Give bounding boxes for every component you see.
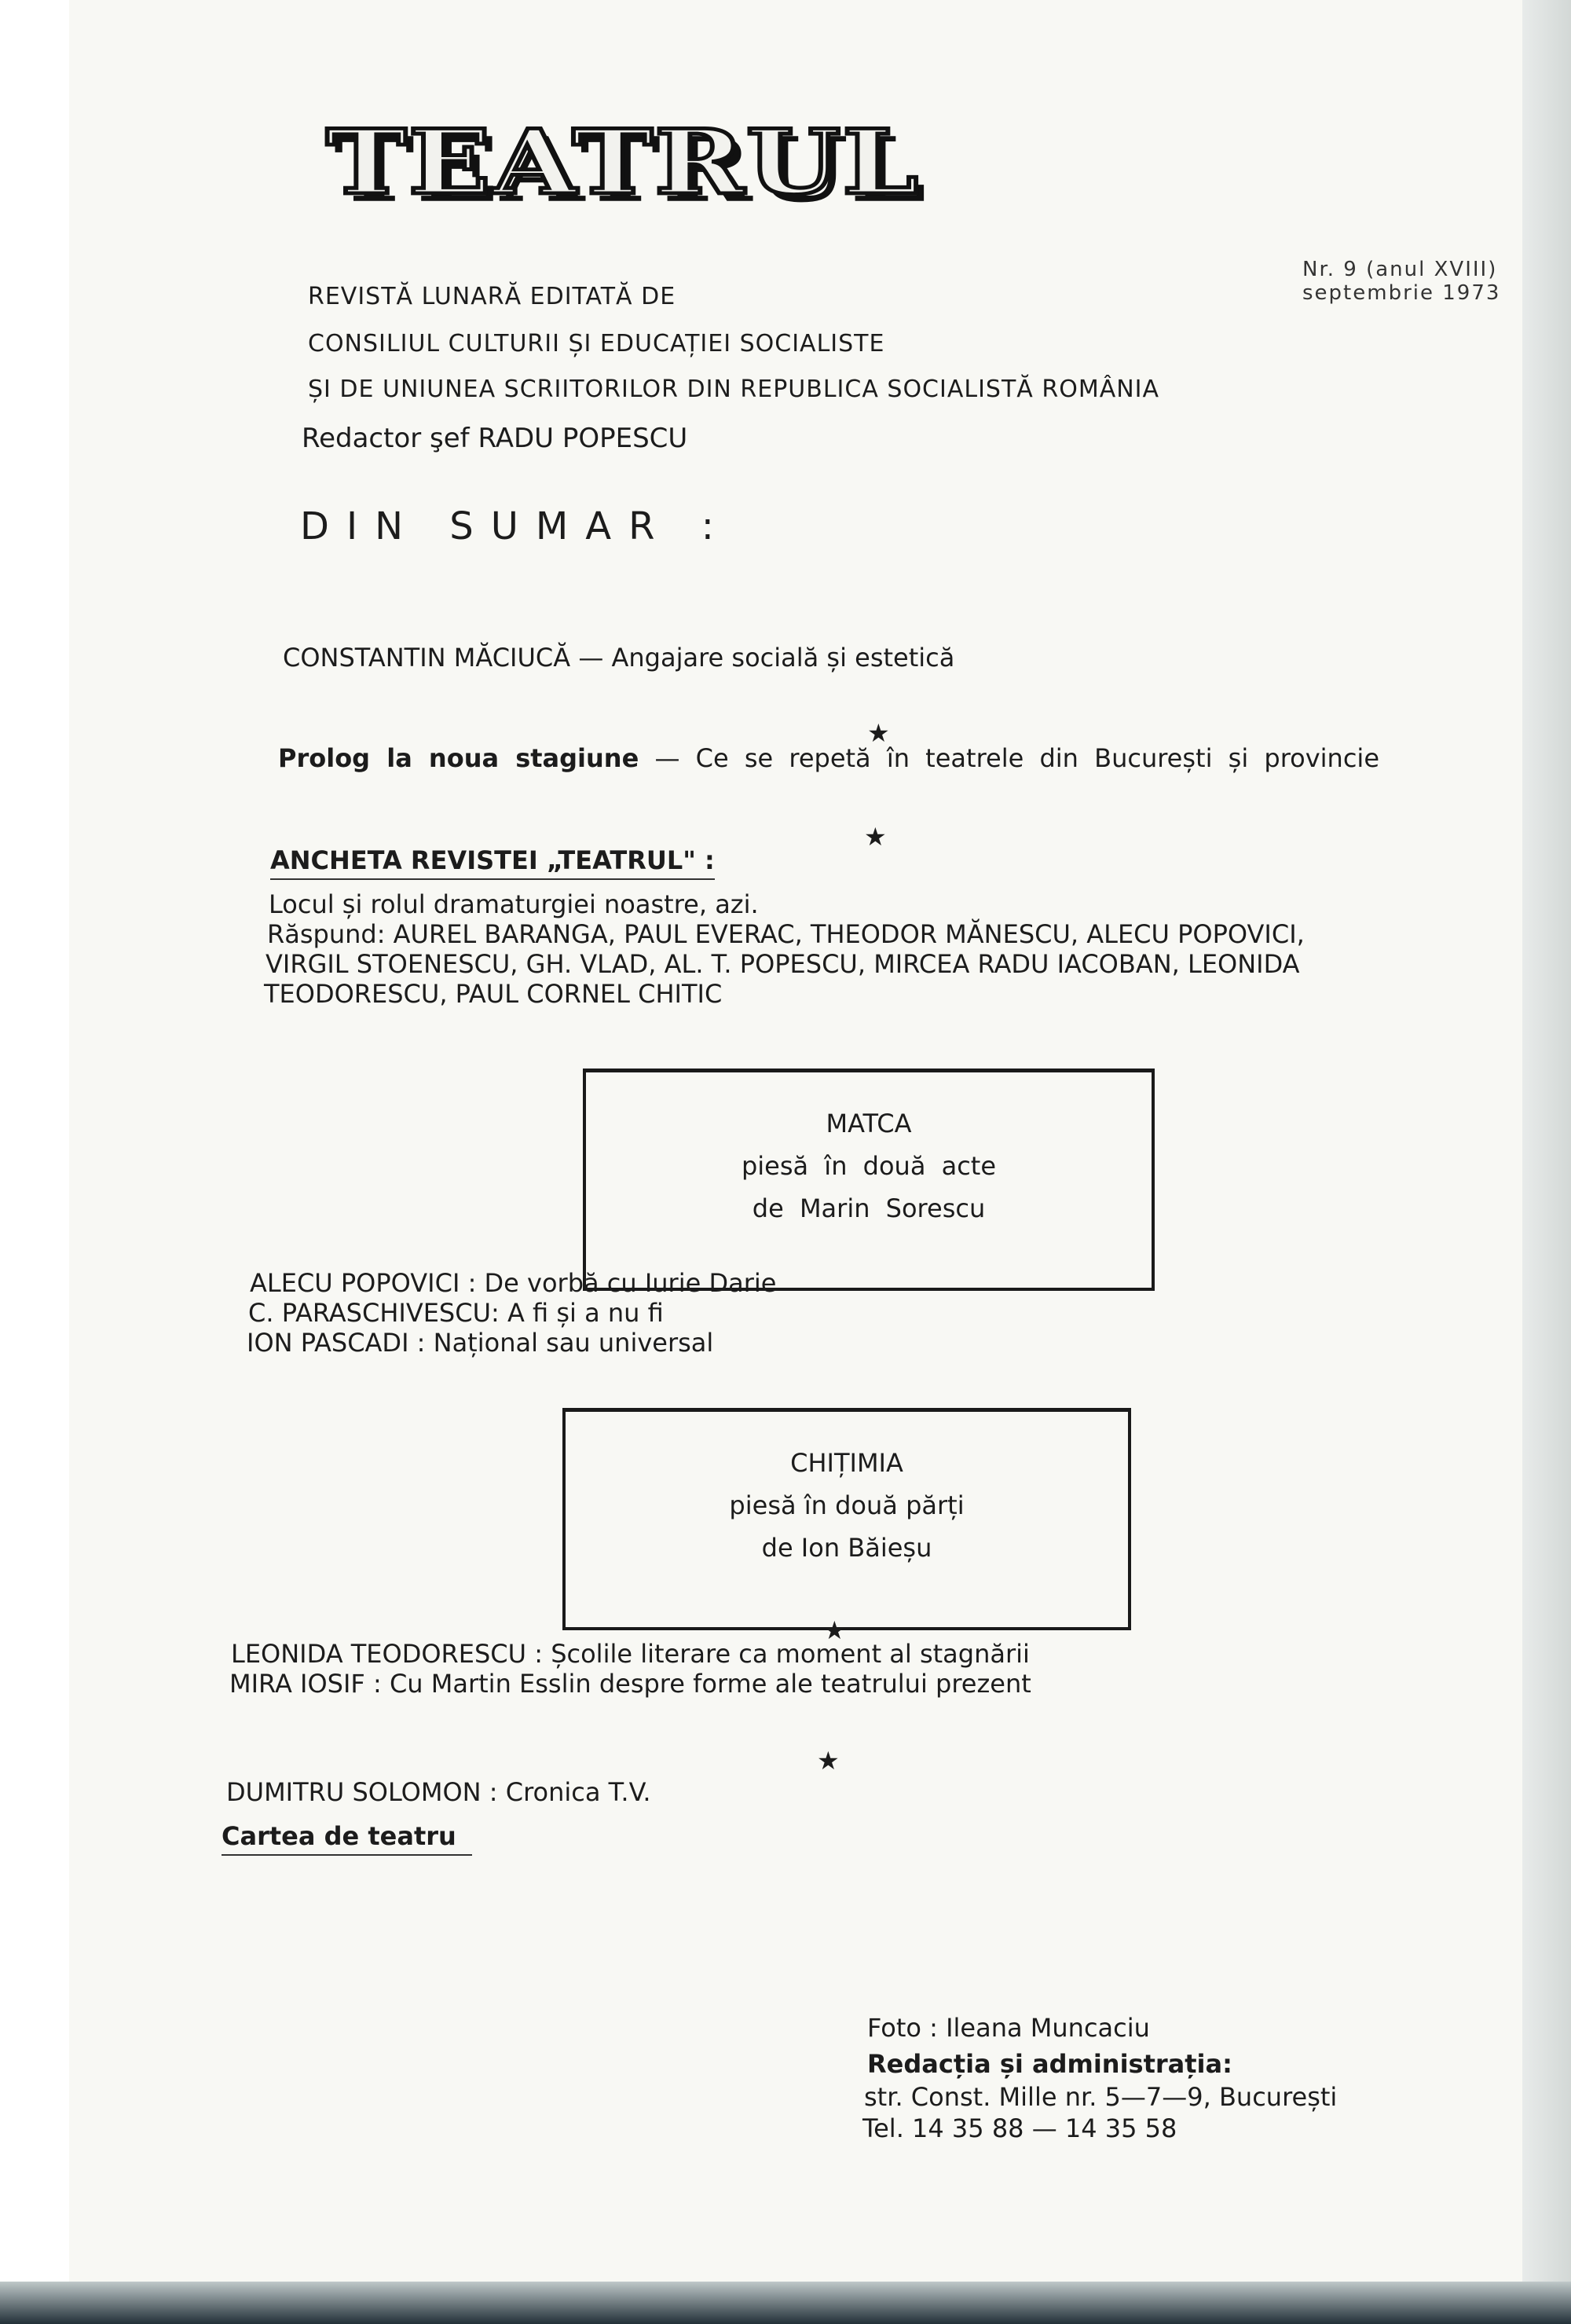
ancheta-heading: ANCHETA REVISTEI „TEATRUL" : xyxy=(270,845,715,880)
article-1-author: CONSTANTIN MĂCIUCĂ xyxy=(283,643,571,673)
prolog-description: — Ce se repetă în teatrele din București și provincie xyxy=(654,743,1379,773)
magazine-logo: TEATRUL xyxy=(326,109,921,214)
photo-credit: Foto : Ileana Muncaciu xyxy=(867,2013,1150,2043)
subtitle-line-3: ȘI DE UNIUNEA SCRIITORILOR DIN REPUBLICA SOCIALISTĂ ROMÂNIA xyxy=(308,376,1160,403)
article-1 xyxy=(283,643,954,673)
issue-number: Nr. 9 (anul XVIII) xyxy=(1302,258,1498,281)
mid-line-2: C. PARASCHIVESCU: A fi și a nu fi xyxy=(248,1298,664,1328)
article-1-title: — Angajare socială și estetică xyxy=(578,643,955,673)
play-box-matca xyxy=(583,1069,1155,1291)
issue-date: septembrie 1973 xyxy=(1302,281,1501,305)
play-2-author: de Ion Băieșu xyxy=(761,1533,932,1563)
cartea-de-teatru: Cartea de teatru xyxy=(222,1821,472,1856)
prolog-line xyxy=(278,743,1379,773)
ancheta-line-2: Răspund: AUREL BARANGA, PAUL EVERAC, THEODOR MĂNESCU, ALECU POPOVICI, xyxy=(267,919,1305,949)
late-line-2: MIRA IOSIF : Cu Martin Esslin despre forme ale teatrului prezent xyxy=(229,1669,1031,1699)
star-separator-4: ★ xyxy=(817,1746,840,1776)
play-1-subtitle: piesă în două acte xyxy=(741,1151,997,1181)
play-2-title: CHIȚIMIA xyxy=(790,1448,903,1478)
editorial-phone: Tel. 14 35 88 — 14 35 58 xyxy=(862,2113,1177,2143)
mid-line-3: ION PASCADI : Național sau universal xyxy=(247,1328,714,1358)
star-separator-2: ★ xyxy=(864,822,887,852)
play-1-title: MATCA xyxy=(826,1109,912,1138)
scan-edge-right xyxy=(1522,0,1571,2324)
play-box-chitimia xyxy=(562,1408,1131,1630)
subtitle-line-1: REVISTĂ LUNARĂ EDITATĂ DE xyxy=(308,283,676,310)
play-1-author: de Marin Sorescu xyxy=(752,1193,986,1223)
ancheta-line-1: Locul și rolul dramaturgiei noastre, azi. xyxy=(269,889,759,919)
star-separator-3: ★ xyxy=(823,1615,846,1645)
scan-edge-bottom xyxy=(0,2282,1571,2324)
subtitle-line-2: CONSILIUL CULTURII ȘI EDUCAȚIEI SOCIALISTE xyxy=(308,330,885,357)
summary-heading: DIN SUMAR : xyxy=(300,504,731,548)
editorial-address: str. Const. Mille nr. 5—7—9, București xyxy=(864,2082,1338,2112)
ancheta-line-3: VIRGIL STOENESCU, GH. VLAD, AL. T. POPESCU, MIRCEA RADU IACOBAN, LEONIDA xyxy=(265,949,1300,979)
star-separator-1: ★ xyxy=(867,718,890,748)
prolog-title: Prolog la noua stagiune xyxy=(278,743,639,773)
ancheta-line-4: TEODORESCU, PAUL CORNEL CHITIC xyxy=(264,979,723,1009)
editor-in-chief: Redactor şef RADU POPESCU xyxy=(302,423,688,454)
play-2-subtitle: piesă în două părți xyxy=(729,1490,965,1520)
editorial-office-heading: Redacția și administrația: xyxy=(867,2049,1232,2079)
late-line-1: LEONIDA TEODORESCU : Școlile literare ca moment al stagnării xyxy=(231,1639,1030,1669)
last-line: DUMITRU SOLOMON : Cronica T.V. xyxy=(226,1777,651,1807)
mid-line-1: ALECU POPOVICI : De vorbă cu Iurie Darie xyxy=(250,1268,777,1298)
